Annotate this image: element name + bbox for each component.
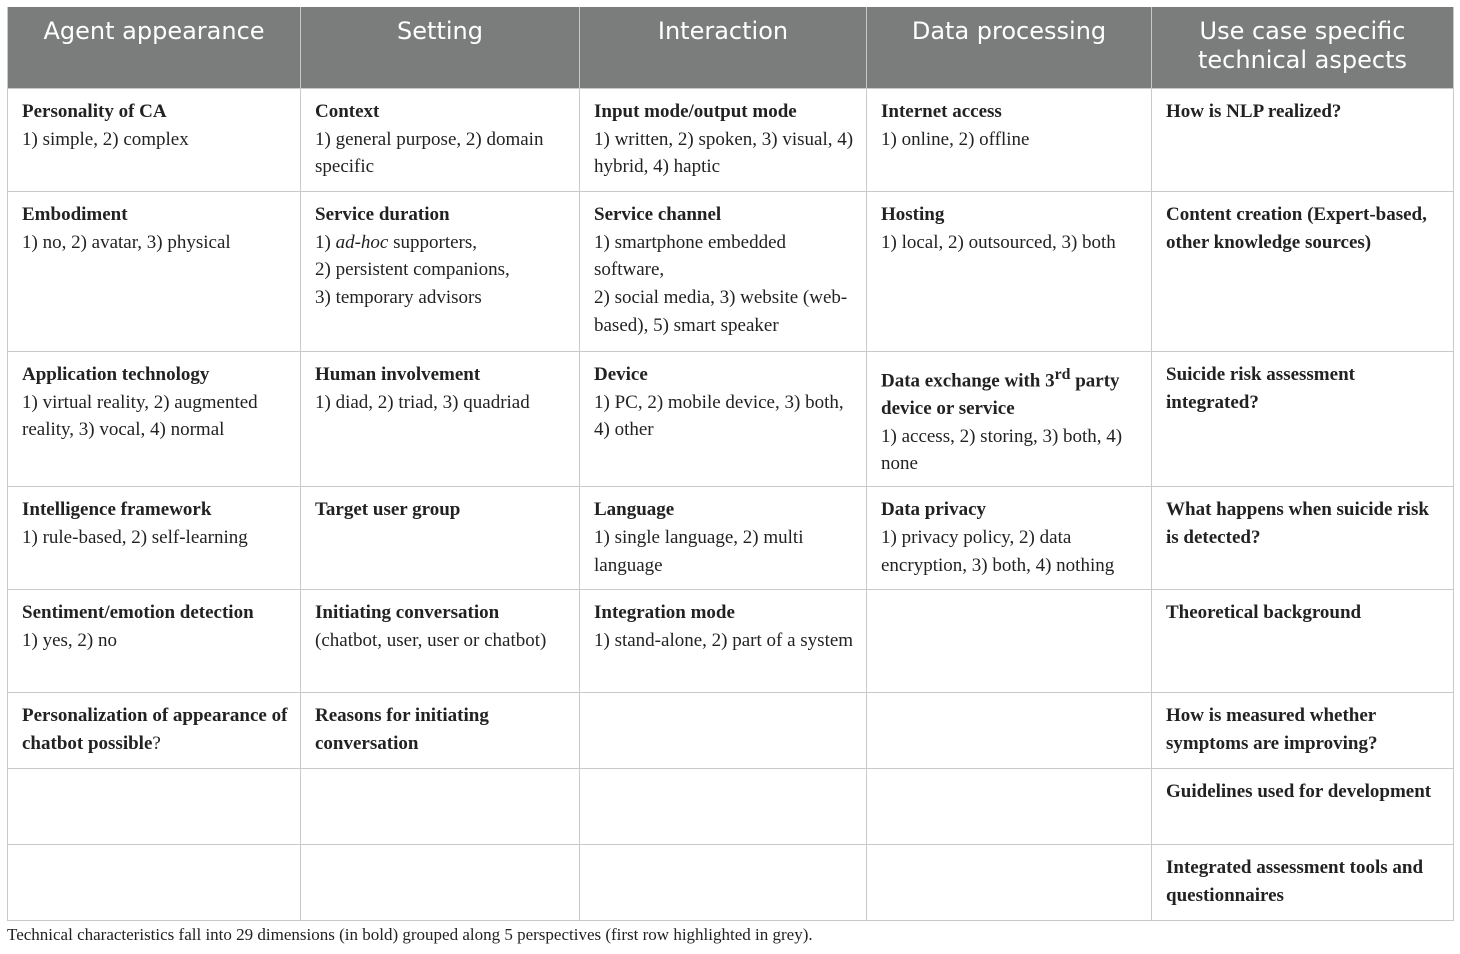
table-cell: [580, 192, 867, 352]
dimension-label: Suicide risk assessment integrated?: [1166, 364, 1355, 413]
dimension-label: [881, 361, 1141, 423]
table-cell: [301, 192, 580, 352]
dimension-options: 1) stand-alone, 2) part of a system: [594, 629, 854, 651]
table-cell: [301, 693, 580, 769]
table-row: [8, 693, 1454, 769]
characteristics-table: [7, 7, 1454, 921]
table-cell: [1152, 769, 1454, 845]
table-cell: [8, 192, 301, 352]
header-row: [8, 7, 1454, 89]
dimension-label: Hosting: [881, 204, 945, 225]
table-cell: [1152, 89, 1454, 192]
table-cell: [867, 769, 1152, 845]
dimension-options: 1) single language, 2) multi language: [594, 526, 804, 576]
dimension-options: 1) simple, 2) complex: [22, 128, 189, 150]
table-cell: [301, 89, 580, 192]
dimension-options: 1) privacy policy, 2) data encryption, 3) both, 4) nothing: [881, 526, 1115, 576]
table-cell: [580, 845, 867, 921]
dimension-label: Content creation (Expert-based, other knowledge sources): [1166, 204, 1427, 253]
dimension-label: Input mode/output mode: [594, 101, 797, 122]
table-cell: [301, 487, 580, 590]
table-cell: [8, 590, 301, 693]
dimension-label: How is measured whether symptoms are improving?: [1166, 705, 1378, 754]
table-cell: [1152, 693, 1454, 769]
table-row: [8, 352, 1454, 487]
option-italic: ad-hoc: [335, 231, 389, 253]
table-cell: [867, 487, 1152, 590]
dimension-options: 3) temporary advisors: [315, 287, 482, 309]
dimension-label: Internet access: [881, 101, 1002, 122]
header-interaction: Interaction: [580, 7, 867, 89]
dimension-options: 1) rule-based, 2) self-learning: [22, 526, 248, 548]
dimension-label: Theoretical background: [1166, 602, 1362, 624]
dimension-label: Application technology: [22, 364, 210, 385]
table-cell: [1152, 352, 1454, 487]
dimension-label: Target user group: [315, 499, 461, 521]
header-use-case-aspects: Use case specific technical aspects: [1152, 7, 1454, 89]
dimension-options: 1) local, 2) outsourced, 3) both: [881, 231, 1116, 253]
table-cell: [580, 487, 867, 590]
table-cell: [1152, 590, 1454, 693]
header-data-processing: Data processing: [867, 7, 1152, 89]
table-cell: [301, 845, 580, 921]
dimension-options: 1) PC, 2) mobile device, 3) both, 4) other: [594, 391, 844, 441]
table-cell: [8, 769, 301, 845]
dimension-options: 2) persistent companions,: [315, 259, 510, 281]
table-row: [8, 845, 1454, 921]
table-caption: Technical characteristics fall into 29 dimensions (in bold) grouped along 5 perspectives (first row highlighted in grey).: [7, 925, 813, 944]
dimension-label: Personality of CA: [22, 101, 167, 122]
table-wrapper: [7, 7, 1453, 921]
table-cell: [301, 352, 580, 487]
dimension-options: 1) online, 2) offline: [881, 128, 1030, 150]
dimension-options: 1) yes, 2) no: [22, 629, 117, 651]
dimension-label: Embodiment: [22, 204, 128, 225]
table-cell: [580, 769, 867, 845]
dimension-options: 1) smartphone embedded software,: [594, 231, 787, 281]
header-agent-appearance: Agent appearance: [8, 7, 301, 89]
dimension-label: Intelligence framework: [22, 499, 212, 521]
table-cell: [8, 487, 301, 590]
table-cell: [867, 590, 1152, 693]
table-cell: [1152, 192, 1454, 352]
dimension-options: 1) general purpose, 2) domain specific: [315, 128, 544, 178]
dimension-options: [315, 229, 569, 257]
dimension-label: Service channel: [594, 204, 722, 225]
dimension-options: (chatbot, user, user or chatbot): [315, 629, 547, 651]
dimension-label: Data privacy: [881, 499, 987, 521]
dimension-label: Guidelines used for development: [1166, 781, 1432, 803]
table-row: [8, 590, 1454, 693]
dimension-options: 1) written, 2) spoken, 3) visual, 4) hybrid, 4) haptic: [594, 128, 854, 178]
table-cell: [8, 845, 301, 921]
dimension-options: 1) access, 2) storing, 3) both, 4) none: [881, 425, 1123, 475]
table-row: [8, 487, 1454, 590]
table-cell: [8, 89, 301, 192]
dimension-label: Context: [315, 101, 380, 122]
dimension-label: Integrated assessment tools and questionnaires: [1166, 857, 1424, 906]
table-cell: [580, 693, 867, 769]
option-text: 1): [315, 231, 336, 253]
dimension-label: How is NLP realized?: [1166, 101, 1342, 122]
table-cell: [580, 590, 867, 693]
dimension-label: Reasons for initiating conversation: [315, 705, 489, 754]
dimension-label: Device: [594, 364, 648, 385]
table-cell: [867, 352, 1152, 487]
table-cell: [580, 352, 867, 487]
table-cell: [301, 590, 580, 693]
table-cell: [867, 192, 1152, 352]
dimension-text: Data exchange with 3: [881, 370, 1055, 392]
ordinal-superscript: rd: [1054, 366, 1071, 383]
table-cell: [1152, 845, 1454, 921]
dimension-label: Integration mode: [594, 602, 735, 624]
table-cell: [8, 693, 301, 769]
dimension-label: What happens when suicide risk is detected?: [1166, 499, 1429, 548]
table-row: [8, 769, 1454, 845]
dimension-options: 1) no, 2) avatar, 3) physical: [22, 231, 231, 253]
table-row: [8, 192, 1454, 352]
dimension-label: Service duration: [315, 204, 450, 225]
dimension-text: Personalization of appearance of chatbot possible: [22, 705, 288, 754]
dimension-options: 1) diad, 2) triad, 3) quadriad: [315, 391, 530, 413]
table-cell: [867, 89, 1152, 192]
dimension-options: 1) virtual reality, 2) augmented reality, 3) vocal, 4) normal: [22, 391, 258, 441]
table-cell: [301, 769, 580, 845]
dimension-label: Sentiment/emotion detection: [22, 602, 254, 624]
option-text: supporters,: [388, 231, 477, 253]
dimension-label: Human involvement: [315, 364, 481, 385]
table-cell: [580, 89, 867, 192]
table-row: [8, 89, 1454, 192]
table-cell: [867, 693, 1152, 769]
dimension-options: 2) social media, 3) website (web-based), 5) smart speaker: [594, 287, 848, 336]
table-cell: [1152, 487, 1454, 590]
dimension-label: Language: [594, 499, 675, 521]
dimension-label: [22, 705, 287, 754]
table-cell: [867, 845, 1152, 921]
table-cell: [8, 352, 301, 487]
header-setting: Setting: [301, 7, 580, 89]
dimension-label: Initiating conversation: [315, 602, 500, 624]
dimension-text: party device or service: [881, 370, 1120, 420]
dimension-text: ?: [152, 732, 161, 754]
